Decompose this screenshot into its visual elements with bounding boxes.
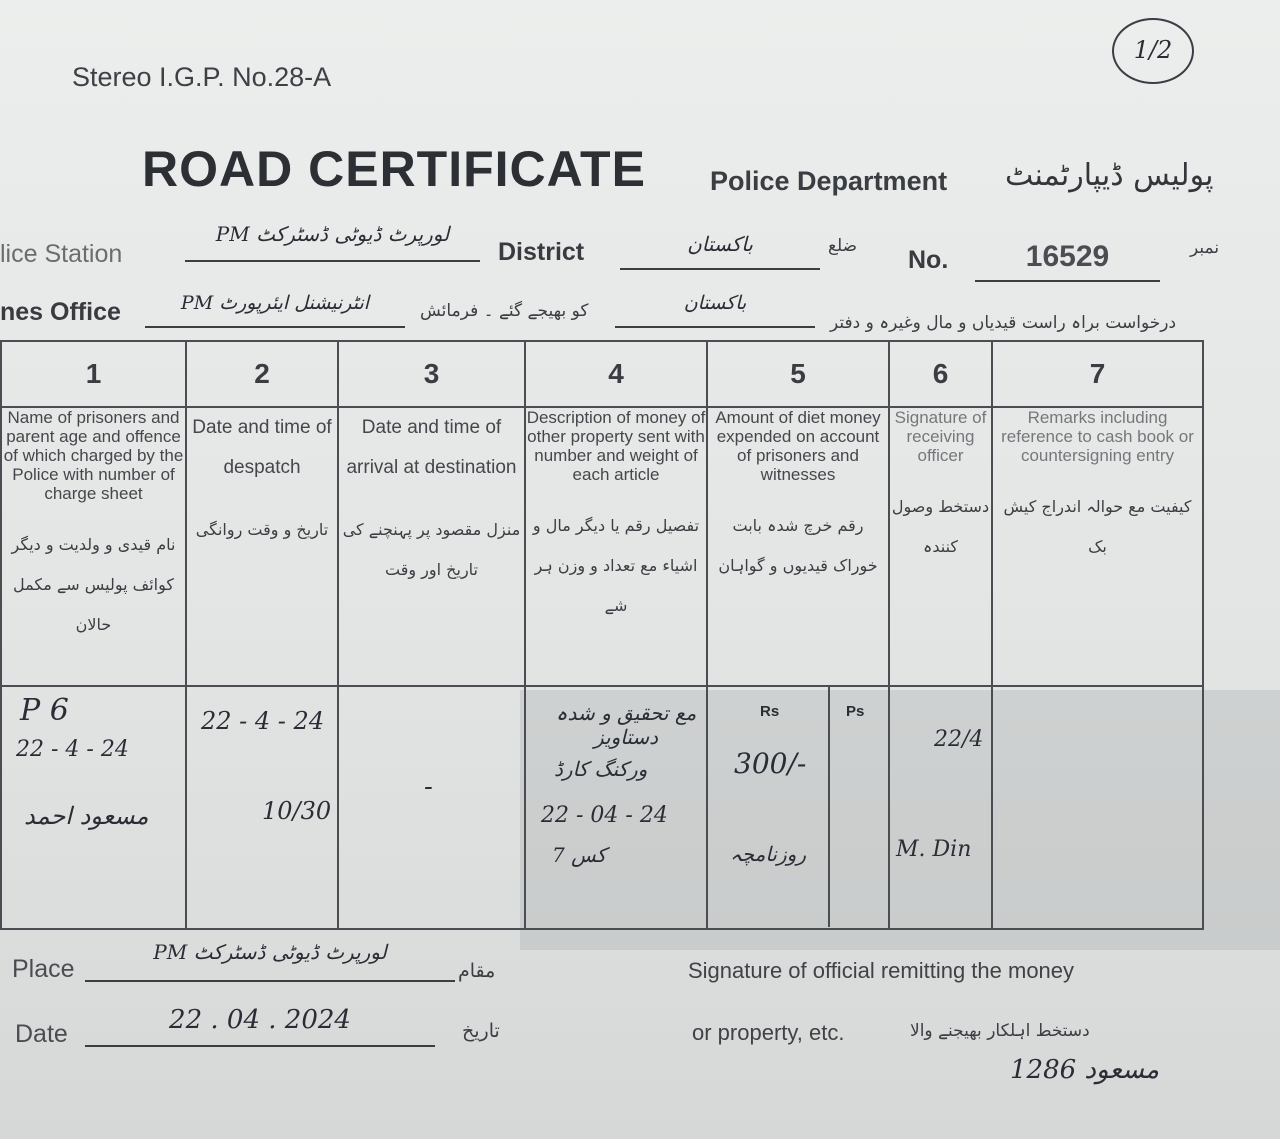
column-heading-5-en: Amount of diet money expended on account of prisoners and witnesses: [715, 408, 881, 485]
ps-label: Ps: [846, 702, 865, 720]
official-signature-urdu: دستخط اہلکار بھیجنے والا: [910, 1021, 1090, 1041]
official-signature-label-2: or property, etc.: [692, 1020, 845, 1045]
column-heading-1-ur: نام قیدی و ولدیت و دیگر کوائف پولیس سے مکمل حالان: [11, 535, 176, 635]
column-heading-6: [889, 407, 992, 685]
page-mark-text: 1/2: [1133, 36, 1173, 64]
entry-col-1: [1, 686, 186, 929]
road-certificate-table: [0, 340, 1204, 930]
police-station-label: lice Station: [0, 240, 123, 268]
page-mark: [1112, 18, 1194, 84]
column-heading-3-ur: منزل مقصود پر پہنچنے کی تاریخ اور وقت: [342, 520, 521, 580]
number-label-urdu: نمبر: [1190, 238, 1220, 258]
rs-label: Rs: [760, 702, 780, 720]
form-reference: Stereo I.G.P. No.28-A: [72, 62, 332, 92]
sent-to-field: [615, 292, 815, 328]
date-label-urdu: تاریخ: [462, 1020, 500, 1042]
district-value: باکستان: [687, 232, 753, 256]
entry-prisoner-date: 22 - 4 - 24: [16, 736, 129, 762]
entry-prisoner-name: مسعود احمد: [24, 801, 149, 830]
column-number-1: 1: [1, 341, 186, 407]
district-label-urdu: ضلع: [828, 236, 858, 256]
entry-arrival: -: [424, 771, 433, 802]
entry-col-2: [186, 686, 338, 929]
date-value: 22 . 04 . 2024: [169, 1005, 351, 1035]
column-heading-2: [186, 407, 338, 685]
column-heading-5-ur: رقم خرچ شدہ بابت خوراک قیدیوں و گواہان: [718, 516, 878, 576]
entry-col-7: [992, 686, 1203, 929]
place-label-urdu: مقام: [458, 960, 496, 982]
sent-line-urdu: کو بھیجے گئے ۔ فرمائش: [420, 301, 589, 321]
column-heading-1: [1, 407, 186, 685]
entry-col-3: [338, 686, 525, 929]
entry-property-line-2: ورکنگ کارڈ: [554, 756, 648, 781]
date-field: [85, 1005, 435, 1047]
column-heading-7: [992, 407, 1203, 685]
column-number-2: 2: [186, 341, 338, 407]
entry-property-date: 22 - 04 - 24: [541, 802, 668, 828]
district-label: District: [498, 238, 585, 266]
entry-property-count: 7 کس: [552, 842, 607, 867]
number-value: 16529: [1025, 240, 1110, 273]
column-heading-1-en: Name of prisoners and parent age and offence of which charged by the Police with number of charge sheet: [3, 408, 184, 504]
police-station-field: [185, 222, 480, 262]
entry-col-4: [525, 686, 707, 929]
entry-col-6: [889, 686, 992, 929]
lines-office-field: [145, 292, 405, 328]
department-label: Police Department: [710, 166, 948, 196]
official-signature-label: Signature of official remitting the money: [688, 958, 1075, 983]
document-title: ROAD CERTIFICATE: [142, 141, 646, 197]
column-number-3: 3: [338, 341, 525, 407]
column-heading-4-en: Description of money of other property sent with number and weight of each article: [526, 408, 706, 485]
entry-receiver-signature: M. Din: [896, 836, 972, 862]
column-heading-6-ur: دستخط وصول کنندہ: [891, 497, 990, 557]
lines-office-label: nes Office: [0, 298, 121, 326]
column-heading-5: [707, 407, 889, 685]
entry-diet-amount: 300/-: [734, 746, 807, 780]
column-number-7: 7: [992, 341, 1203, 407]
sent-to-value: باکستان: [683, 292, 747, 314]
entry-property-line-1: مع تحقیق و شدہ دستاویز: [555, 700, 697, 749]
police-station-value: PM لورپرٹ ڈیوٹی ڈسٹرکٹ: [215, 222, 450, 246]
place-value: PM لورپرٹ ڈیوٹی ڈسٹرکٹ: [153, 940, 387, 964]
column-number-6: 6: [889, 341, 992, 407]
column-heading-6-en: Signature of receiving officer: [894, 408, 987, 466]
column-number-row: [1, 341, 1203, 407]
number-label: No.: [908, 246, 949, 274]
entry-receiver-date: 22/4: [934, 726, 984, 752]
number-field: [975, 240, 1160, 282]
entry-diet-note: روزنامچہ: [730, 841, 806, 866]
entry-despatch-date: 22 - 4 - 24: [201, 706, 325, 735]
column-heading-row: [1, 407, 1203, 685]
official-signature: مسعود 1286: [1010, 1055, 1160, 1085]
entry-ref: P 6: [20, 692, 69, 728]
date-label: Date: [15, 1020, 68, 1048]
lines-office-value: PM انٹرنیشنل ایئرپورٹ: [180, 292, 370, 314]
department-label-urdu: پولیس ڈیپارٹمنٹ: [1005, 158, 1214, 193]
entry-despatch-time: 10/30: [262, 796, 332, 825]
column-heading-3-en: Date and time of arrival at destination: [346, 417, 517, 479]
district-field: [620, 232, 820, 270]
column-heading-4: [525, 407, 707, 685]
instructions-urdu: درخواست براہ راست قیدیاں و مال وغیرہ و دفتر: [830, 313, 1177, 333]
entry-row: [1, 686, 1203, 929]
entry-col-5: [707, 686, 889, 929]
rs-ps-divider: [828, 687, 830, 927]
column-heading-7-en: Remarks including reference to cash book or countersigning entry: [1001, 408, 1194, 466]
column-heading-2-en: Date and time of despatch: [192, 417, 332, 479]
column-number-5: 5: [707, 341, 889, 407]
column-heading-3: [338, 407, 525, 685]
column-heading-2-ur: تاریخ و وقت روانگی: [195, 520, 329, 540]
place-field: [85, 940, 455, 982]
column-number-4: 4: [525, 341, 707, 407]
column-heading-4-ur: تفصیل رقم یا دیگر مال و اشیاء مع تعداد و وزن ہر شے: [532, 516, 700, 616]
column-heading-7-ur: کیفیت مع حوالہ اندراج کیش بک: [1003, 497, 1192, 557]
place-label: Place: [12, 955, 75, 983]
